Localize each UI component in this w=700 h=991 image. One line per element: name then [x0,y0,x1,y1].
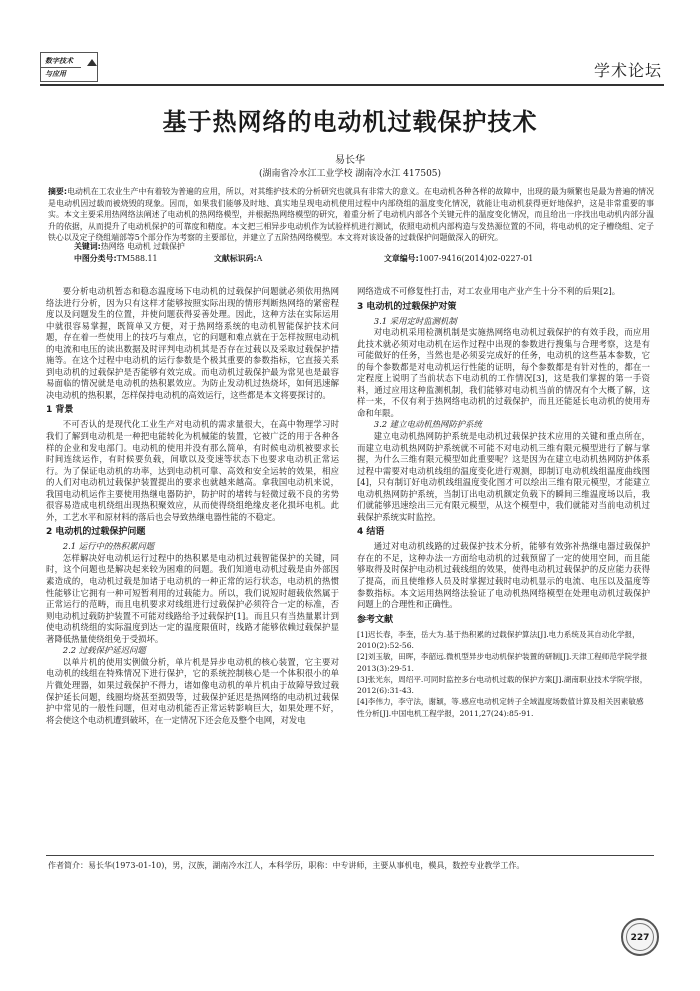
heading-references: 参考文献 [357,614,394,625]
affiliation: (湖南省冷水江工业学校 湖南冷水江 417505) [258,169,442,179]
logo-line1: 数字技术 [45,57,73,65]
keywords-text: 热网络 电动机 过载保护 [100,242,185,251]
doc-label: 文献标识码: [214,254,257,263]
author-bio-footnote: 作者简介：易长华(1973-01-10)，男，汉族，湖南冷水江人，本科学历，职称：中专讲师，主要从事机电，模具，数控专业教学工作。 [48,861,525,870]
footer-rule [46,855,654,856]
reference-item: [4]李伟力，李守法，谢颖，等.感应电动机定转子全域温度场数值计算及相关因素敏感性分析[J].中国电机工程学报，2011,27(24):85-91. [357,697,644,718]
intro-paragraph: 要分析电动机暂态和稳态温度场下电动机的过载保护问题就必须依用热网络法进行分析，因为只有这样才能够按照实际出现的情形判断热网络的紧密程度以及问题发生的位置，并使问题获得妥善处理。因此，这种方法在实际运用中就很容易掌握，既简单又方便，对于热网络系统的电动机智能保护技术问题，存在着一些使用上的技巧与难点，它的问题和难点就在于怎样按照电动机的电流和电压的读出数据及时评判电动机其是否存在过载以及采取过载保护措施等。在这个过程中电动机的运行参数是个极其重要的参数指标，它直接关系到电动机的过载保护是否能够有效完成。而电动机过载保护最为常见也是最容易面临的情况就是电动机的热积累效应。为防止发动机过热烧坏，如何迅速解决电动机的热积累，怎样保持电动机的高效运行，这些都是本文将要探讨的。 [46,286,339,400]
abstract-text: 电动机在工农业生产中有着较为普遍的应用，所以，对其维护技术的分析研究也就具有非常大的意义。在电动机各种各样的故障中，出现的最为频繁也是最为普遍的情况是电动机因过载而被烧毁的现象。因而，如果我们能够及时地、真实地呈现电动机使用过程中内部绕组的温度变化情况，就能让电动机获得更好地保护，这是非常重要的事实。本文主要采用热网络法阐述了电动机的热网络模型，并根据热网络模型的研究，着重分析了电动机内部各个关键元件的温度变化情况，而且给出一序找出电动机内部分温升的依据，从而提升了电动机保护的可靠度和精度。本文把三相异步电动机作为试验样机进行测试，依照电动机内部构造与发热源位置的不同，将电动机的定子槽绕组、定子铁心以及定子绕组端部等5个部分作为考察的主要部位，并建立了五阶热网络模型。本文将对该设备的过载保护问题做深入的研究。 [48,187,655,243]
article-value: 1007-9416(2014)02-0227-01 [418,254,534,263]
left-column [46,286,339,726]
article-label: 文章编号: [384,254,419,263]
section-title: 学术论坛 [593,61,662,80]
heading-overload-problem: 2 电动机的过载保护问题 [46,527,146,538]
keywords [74,241,185,252]
heading-countermeasures: 3 电动机的过载保护对策 [357,301,457,312]
page-number: 227 [630,933,650,943]
protection-delay-paragraph: 以单片机的使用实例做分析，单片机是异步电动机的核心装置，它主要对电动机的线组在特殊情况下进行保护，它的系统控制核心是一个体积很小的单片微处理器，如果过载保护不得力，诸如像电动机的单片机由于故障导致过载保护延长问题，线圈均烧甚至损毁等，过载保护延迟是热网络的电动机过载保护中常见的一般性问题，但对电动机能否正常运转影响巨大，如果处理不好，将会使这个电动机遭到破坏，在一定情况下还会危及整个电网，对发电 [46,656,339,725]
subheading-monitoring: 3.1 采用定时监测机制 [373,315,457,326]
journal-logo [40,52,98,82]
reference-list [357,629,650,719]
reference-item: [3]张光东，周绍平.可同时监控多台电动机过载的保护方案[J].湖南职业技术学院学报，2012(6):31-43. [357,674,648,696]
reference-item: [2]刘玉敏，田晖，李韶远.微机型异步电动机保护装置的研制[J].天津工程师范学院学报2013(3):29-51. [357,652,648,673]
logo-line2: 与应用 [45,70,66,78]
header-rule [40,84,664,86]
doc-value: A [256,254,263,263]
right-column [357,286,650,719]
page-number-badge [621,918,659,956]
author: 易长华 [335,155,365,166]
clc-label: 中图分类号: [74,254,117,263]
subheading-heat-accumulation: 2.1 运行中的热积累问题 [62,541,155,552]
monitoring-paragraph: 对电动机采用检测机制是实施热网络电动机过载保护的有效手段，而应用此技术就必须对电动机在运作过程中出现的参数进行搜集与合理考察，这是有可能做好的任务，当然也是必须妥完成好的任务，电动机的这些基本参数，它的每个参数都是对电动机运行性能的证明，每个参数都是有针对性的，都在一定程度上说明了当前状态下电动机的工作情况[3]，这是我们掌握的第一手资料，通过应用这种监测机制，我们能够对电动机当前的情况有个大概了解，这样一来，不仅有利于热网络电动机的过载保护，而且还能延长电动机的使用寿命和年限。 [357,327,650,418]
paper-title: 基于热网络的电动机过载保护技术 [162,108,538,136]
clc-value: TM588.11 [116,254,158,263]
doc-code [214,253,262,264]
conclusion-paragraph: 通过对电动机线路的过载保护技术分析，能够有效弥补热继电器过载保护存在的不足，这种办法一方面给电动机的过载预留了一定的使用空间，而且能够取得及时保护电动机过载线组的效果，使得电动机过载保护的反应能力获得了提高，而且使维修人员及时掌握过载时电动机显示的电流、电压以及温度等参数指标。本文运用热网络法验证了电动机热网络模型在处理电动机过载保护问题上的合理性和正确性。 [357,541,650,610]
reference-item: [1]迟长春，李奎，岳大为.基于热积累的过载保护算法[J].电力系统及其自动化学报，2010(2):52-56. [357,629,640,650]
heading-background: 1 背景 [46,405,74,416]
logo-triangle-icon [87,59,97,66]
subheading-thermal-network-system: 3.2 建立电动机热网防护系统 [373,419,482,430]
heading-conclusion: 4 结语 [357,527,385,538]
article-number [384,253,533,264]
keywords-label: 关键词: [74,242,101,251]
background-paragraph: 不可否认的是现代化工业生产对电动机的需求量很大，在高中物理学习时我们了解到电动机是一种把电能转化为机械能的装置，它被广泛的用于各种各样的企业和发电部门。电动机的使用并没有那么简单，有时候电动机被要求长时间连续运作，有时候要负载，间歇以及变速等状态下也要求电动机正常运行。为了保证电动机的功率，达到电动机可靠、高效和安全运转的效果，相应的人们对电动机过载保护装置提出的要求也就越来越高。拿我国电动机来说，我国电动机运作主要使用热继电器防护，防护时的堵转与轻微过载不良的劣势很容易造成电机绕组出现热积聚效应，从而使得绕组绝缘皮老化损坏电机。此外，工艺水平和原材料的落后也会导致热继电器性能的不稳定。 [46,419,339,522]
subheading-protection-delay: 2.2 过载保护延迟问题 [62,645,146,656]
thermal-network-paragraph: 建立电动机热网防护系统是电动机过载保护技术应用的关键和重点所在，而建立电动机热网防护系统就不可能不对电动机三维有限元模型进行了解与掌握，为什么三维有限元模型如此重要呢？这是因为在建立电动机热网防护体系过程中需要对电动机线组的温度变化进行观测，即制订电动机线组温度曲线图[4]，只有制订好电动机线组温度变化图才可以绘出三维有限元模型，才能建立电动机热网防护系统，当制订出电动机额定负载下的瞬间三维温度场以后，我们就能够迅速绘出三元有限元模型，从这个模型中，我们就能对当前电动机过载保护系统实时监控。 [357,431,650,522]
heat-accumulation-paragraph: 怎样解决好电动机运行过程中的热积累是电动机过载智能保护的关键，同时，这个问题也是解决起来较为困难的问题。我们知道电动机过载是由外部因素造成的，电动机过载是加诸于电动机的一种正常的运行状态，电动机的热惯性能够让它拥有一种可短暂利用的过载能力。所以，我们说短时超载依然属于正常运行的范畴，而且电机要求对线组进行过载保护必须符合一定的标准，否则电动机过载防护装置不可能对线路给予过载保护[1]。而且只有当热量累计到使电动机绕组的实际温度到达一定的温度限值时，线路才能够依赖过载保护显著降低热量使绕组免于受损坏。 [46,552,339,644]
abstract [48,186,654,244]
clc-number [74,253,158,264]
abstract-label: 摘要: [48,187,68,196]
continued-paragraph: 网络造成不可修复性打击，对工农业用电产业产生十分不利的后果[2]。 [357,286,621,296]
